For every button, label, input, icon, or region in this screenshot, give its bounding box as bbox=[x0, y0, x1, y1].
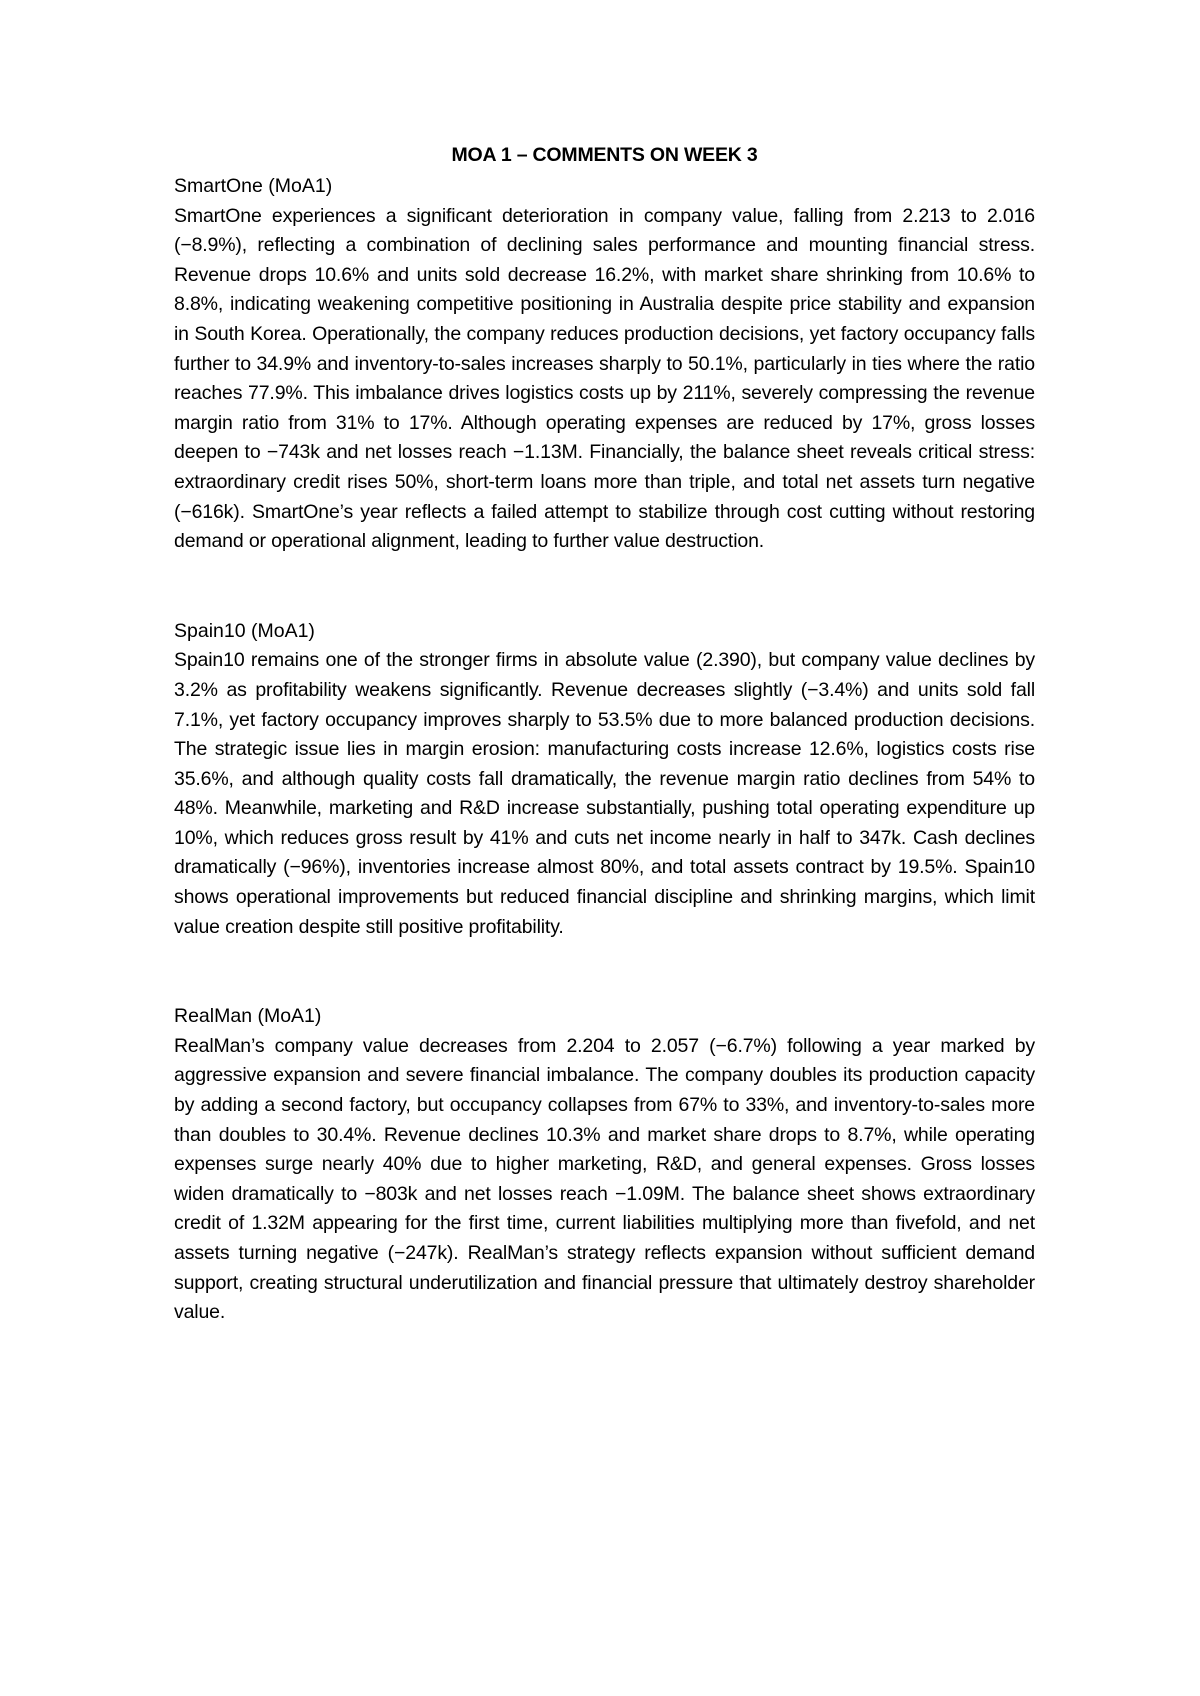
section-body: SmartOne experiences a significant deterioration in company value, falling from 2.213 to 2.016 (−8.9%), reflecting a combination of declining sales performance and mounting financial stress. Revenue drops 10.6% and units sold decrease 16.2%, with market share shrinking from 10.6% to 8.8%, indicating weakening competitive positioning in Australia despite price stability and expansion in South Korea. Operationally, the company reduces production decisions, yet factory occupancy falls further to 34.9% and inventory-to-sales increases sharply to 50.1%, particularly in ties where the ratio reaches 77.9%. This imbalance drives logistics costs up by 211%, severely compressing the revenue margin ratio from 31% to 17%. Although operating expenses are reduced by 17%, gross losses deepen to −743k and net losses reach −1.13M. Financially, the balance sheet reveals critical stress: extraordinary credit rises 50%, short-term loans more than triple, and total net assets turn negative (−616k). SmartOne’s year reflects a failed attempt to stabilize through cost cutting without restoring demand or operational alignment, leading to further value destruction. bbox=[174, 204, 1035, 553]
section-smartone bbox=[174, 172, 1035, 557]
section-body: RealMan’s company value decreases from 2.204 to 2.057 (−6.7%) following a year marked by aggressive expansion and severe financial imbalance. The company doubles its production capacity by adding a second factory, but occupancy collapses from 67% to 33%, and inventory-to-sales more than doubles to 30.4%. Revenue declines 10.3% and market share drops to 8.7%, while operating expenses surge nearly 40% due to higher marketing, R&D, and general expenses. Gross losses widen dramatically to −803k and net losses reach −1.09M. The balance sheet shows extraordinary credit of 1.32M appearing for the first time, current liabilities multiplying more than fivefold, and net assets turning negative (−247k). RealMan’s strategy reflects expansion without sufficient demand support, creating structural underutilization and financial pressure that ultimately destroy shareholder value. bbox=[174, 1034, 1035, 1324]
document-title: MOA 1 – COMMENTS ON WEEK 3 bbox=[451, 144, 758, 166]
section-body: Spain10 remains one of the stronger firms in absolute value (2.390), but company value declines by 3.2% as profitability weakens significantly. Revenue decreases slightly (−3.4%) and units sold fall 7.1%, yet factory occupancy improves sharply to 53.5% due to more balanced production decisions. The strategic issue lies in margin erosion: manufacturing costs increase 12.6%, logistics costs rise 35.6%, and although quality costs fall dramatically, the revenue margin ratio declines from 54% to 48%. Meanwhile, marketing and R&D increase substantially, pushing total operating expenditure up 10%, which reduces gross result by 41% and cuts net income nearly in half to 347k. Cash declines dramatically (−96%), inventories increase almost 80%, and total assets contract by 19.5%. Spain10 shows operational improvements but reduced financial discipline and shrinking margins, which limit value creation despite still positive profitability. bbox=[174, 649, 1035, 938]
section-spain10 bbox=[174, 617, 1035, 943]
section-heading: SmartOne (MoA1) bbox=[174, 175, 333, 197]
section-heading: Spain10 (MoA1) bbox=[174, 619, 315, 642]
document-content bbox=[174, 140, 1035, 1328]
section-realman bbox=[174, 1002, 1035, 1328]
section-heading: RealMan (MoA1) bbox=[174, 1005, 322, 1028]
